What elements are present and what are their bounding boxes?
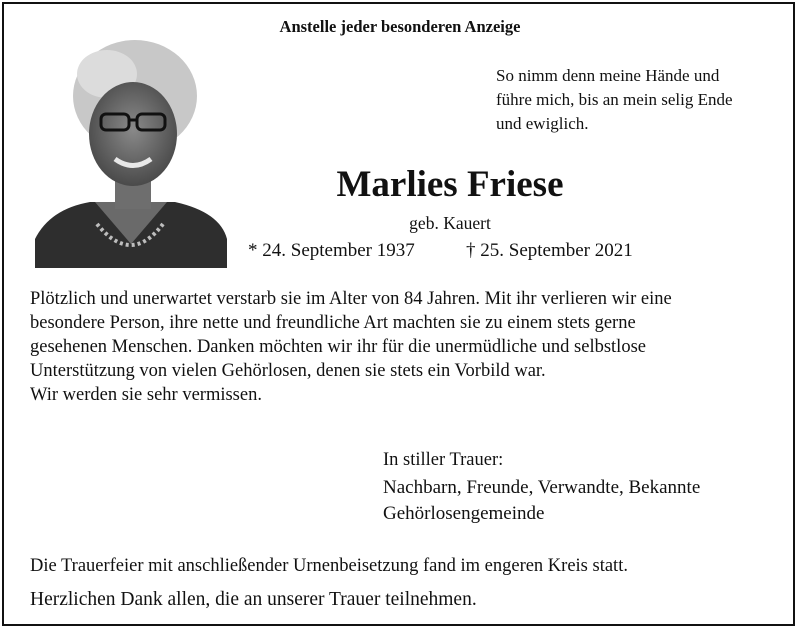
obituary-text (30, 287, 672, 407)
obituary-line: besondere Person, ihre nette und freundliche Art machten sie zu einem stets gerne (30, 313, 636, 333)
obituary-line: gesehenen Menschen. Danken möchten wir ihr für die unermüdliche und selbstlose (30, 337, 646, 357)
mourners-line: Nachbarn, Freunde, Verwandte, Bekannte (383, 477, 701, 498)
deceased-name: Marlies Friese (336, 164, 564, 205)
notice-header: Anstelle jeder besonderen Anzeige (279, 17, 521, 36)
birth-name: geb. Kauert (409, 213, 491, 233)
verse-line: führe mich, bis an mein selig Ende (496, 90, 733, 109)
mourners-line: Gehörlosengemeinde (383, 503, 545, 524)
obituary-line: Wir werden sie sehr vermissen. (30, 385, 262, 405)
verse-line: und ewiglich. (496, 114, 589, 133)
verse-quote (496, 64, 733, 136)
thanks-note: Herzlichen Dank allen, die an unserer Trauer teilnehmen. (30, 589, 477, 610)
obituary-line: Plötzlich und unerwartet verstarb sie im Alter von 84 Jahren. Mit ihr verlieren wir eine (30, 289, 672, 309)
funeral-note: Die Trauerfeier mit anschließender Urnenbeisetzung fand im engeren Kreis statt. (30, 556, 628, 576)
mourners-list (383, 475, 700, 527)
obituary-line: Unterstützung von vielen Gehörlosen, denen sie stets ein Vorbild war. (30, 361, 546, 381)
verse-line: So nimm denn meine Hände und (496, 66, 720, 85)
birth-date: * 24. September 1937 (248, 240, 415, 261)
death-date: † 25. September 2021 (466, 240, 633, 261)
mourners-intro: In stiller Trauer: (383, 450, 504, 470)
